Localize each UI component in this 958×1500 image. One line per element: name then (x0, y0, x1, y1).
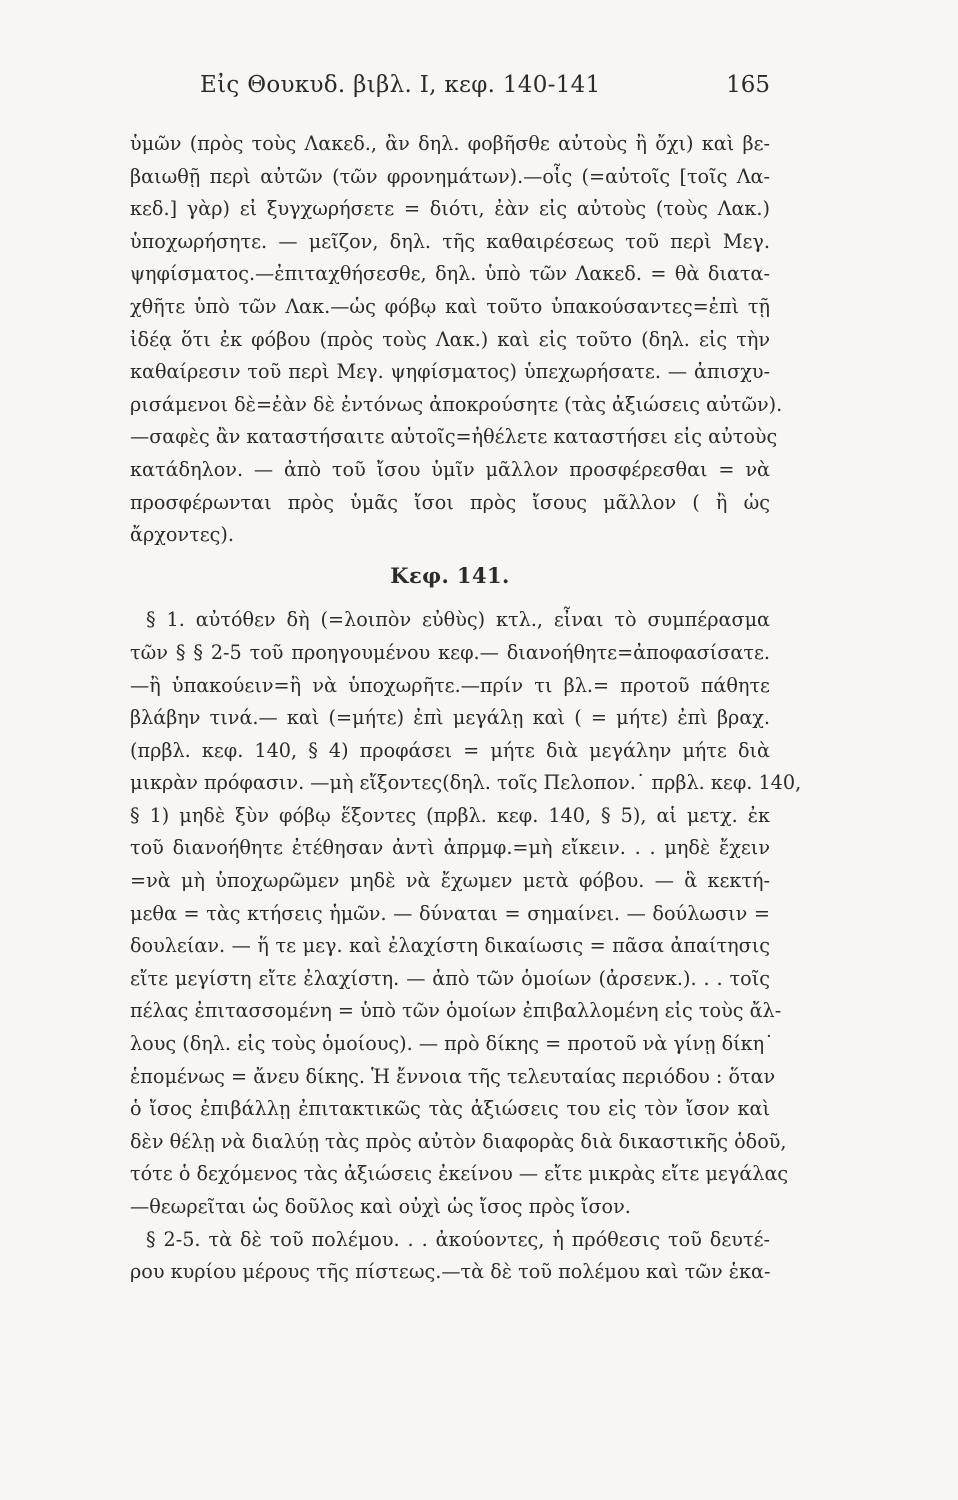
text-line: ρου κυρίου μέρους τῆς πίστεως.—τὰ δὲ τοῦ πολέμου καὶ τῶν ἑκα- (130, 1260, 771, 1284)
text-line: βλάβην τινά.— καὶ (=μήτε) ἐπὶ μεγάλῃ καὶ ( = μήτε) ἐπὶ βραχ. (130, 706, 770, 730)
page-number: 165 (726, 72, 770, 98)
text-line: μεθα = τὰς κτήσεις ἡμῶν. — δύναται = σημαίνει. — δούλωσιν = (130, 901, 770, 925)
text-line: —ἢ ὑπακούειν=ἢ νὰ ὑποχωρῆτε.—πρίν τι βλ.= προτοῦ πάθητε (130, 673, 770, 697)
page-body (130, 128, 802, 1289)
text-line: δὲν θέλῃ νὰ διαλύῃ τὰς πρὸς αὐτὸν διαφορὰς διὰ δικαστικῆς ὁδοῦ, (130, 1129, 787, 1153)
text-line: δουλείαν. — ἥ τε μεγ. καὶ ἐλαχίστη δικαίωσις = πᾶσα ἀπαίτησις (130, 934, 770, 958)
text-line: προσφέρωνται πρὸς ὑμᾶς ἴσοι πρὸς ἴσους μᾶλλον ( ἢ ὡς (130, 490, 770, 514)
paragraph-commentary-141 (130, 604, 802, 1288)
text-line: —σαφὲς ἂν καταστήσαιτε αὐτοῖς=ἠθέλετε καταστήσει εἰς αὐτοὺς (130, 425, 778, 449)
text-line: χθῆτε ὑπὸ τῶν Λακ.—ὡς φόβῳ καὶ τοῦτο ὑπακούσαντες=ἐπὶ τῇ (130, 294, 770, 318)
text-line: καθαίρεσιν τοῦ περὶ Μεγ. ψηφίσματος) ὑπεχωρήσατε. — ἀπισχυ- (130, 360, 770, 384)
text-line: ἄρχοντες). (130, 523, 234, 547)
text-line: ἑπομένως = ἄνευ δίκης. Ἡ ἔννοια τῆς τελευταίας περιόδου : ὅταν (130, 1064, 776, 1088)
text-line: κατάδηλον. — ἀπὸ τοῦ ἴσου ὑμῖν μᾶλλον προσφέρεσθαι = νὰ (130, 457, 770, 481)
text-line: ὁ ἴσος ἐπιβάλλῃ ἐπιτακτικῶς τὰς ἀξιώσεις του εἰς τὸν ἴσον καὶ (130, 1097, 770, 1121)
text-line: μικρὰν πρόφασιν. —μὴ εἴξοντες(δηλ. τοῖς Πελοπον.˙ πρβλ. κεφ. 140, (130, 771, 802, 795)
text-line: —θεωρεῖται ὡς δοῦλος καὶ οὐχὶ ὡς ἴσος πρὸς ἴσον. (130, 1195, 631, 1218)
paragraph-commentary-140 (130, 128, 783, 552)
text-line: βαιωθῇ περὶ αὐτῶν (τῶν φρονημάτων).—οἷς (=αὐτοῖς [τοῖς Λα- (130, 164, 770, 188)
text-line: (πρβλ. κεφ. 140, § 4) προφάσει = μήτε διὰ μεγάλην μήτε διὰ (130, 738, 770, 762)
section-heading: Κεφ. 141. (390, 562, 510, 588)
text-line: τῶν § § 2-5 τοῦ προηγουμένου κεφ.— διανοήθητε=ἀποφασίσατε. (130, 640, 770, 664)
text-line: λους (δηλ. εἰς τοὺς ὁμοίους). — πρὸ δίκης = προτοῦ νὰ γίνῃ δίκη˙ (130, 1032, 774, 1056)
text-line: ψηφίσματος.—ἐπιταχθήσεσθε, δηλ. ὑπὸ τῶν Λακεδ. = θὰ διατα- (130, 262, 770, 286)
text-line: τότε ὁ δεχόμενος τὰς ἀξιώσεις ἐκείνου — εἴτε μικρὰς εἴτε μεγάλας (130, 1162, 789, 1186)
text-line: εἴτε μεγίστη εἴτε ἐλαχίστη. — ἀπὸ τῶν ὁμοίων (ἀρσενκ.). . . τοῖς (130, 966, 770, 990)
text-line: τοῦ διανοήθητε ἐτέθησαν ἀντὶ ἀπρμφ.=μὴ εἴκειν. . . μηδὲ ἔχειν (130, 836, 770, 860)
text-line: ὑμῶν (πρὸς τοὺς Λακεδ., ἂν δηλ. φοβῆσθε αὐτοὺς ἢ ὄχι) καὶ βε- (130, 132, 770, 155)
text-line: ἰδέᾳ ὅτι ἐκ φόβου (πρὸς τοὺς Λακ.) καὶ εἰς τοῦτο (δηλ. εἰς τὴν (130, 327, 770, 351)
running-head: Εἰς Θουκυδ. βιβλ. Ι, κεφ. 140-141 (200, 72, 601, 98)
text-line: κεδ.] γὰρ) εἰ ξυγχωρήσετε = διότι, ἐὰν εἰς αὐτοὺς (τοὺς Λακ.) (130, 197, 770, 221)
text-line: § 1) μηδὲ ξὺν φόβῳ ἕξοντες (πρβλ. κεφ. 140, § 5), αἱ μετχ. ἐκ (130, 803, 770, 827)
text-line: =νὰ μὴ ὑποχωρῶμεν μηδὲ νὰ ἔχωμεν μετὰ φόβου. — ἃ κεκτή- (130, 869, 770, 893)
text-line: ρισάμενοι δὲ=ἐὰν δὲ ἐντόνως ἀποκρούσητε (τὰς ἀξιώσεις αὐτῶν). (130, 392, 783, 416)
text-line: ὑποχωρήσητε. — μεῖζον, δηλ. τῆς καθαιρέσεως τοῦ περὶ Μεγ. (130, 229, 770, 253)
text-line: § 1. αὐτόθεν δὴ (=λοιπὸν εὐθὺς) κτλ., εἶναι τὸ συμπέρασμα (146, 608, 770, 632)
text-line: πέλας ἐπιτασσομένη = ὑπὸ τῶν ὁμοίων ἐπιβαλλομένη εἰς τοὺς ἄλ- (130, 999, 782, 1023)
page-header (130, 72, 770, 108)
text-line: § 2-5. τὰ δὲ τοῦ πολέμου. . . ἀκούοντες, ἡ πρόθεσις τοῦ δευτέ- (146, 1227, 770, 1251)
